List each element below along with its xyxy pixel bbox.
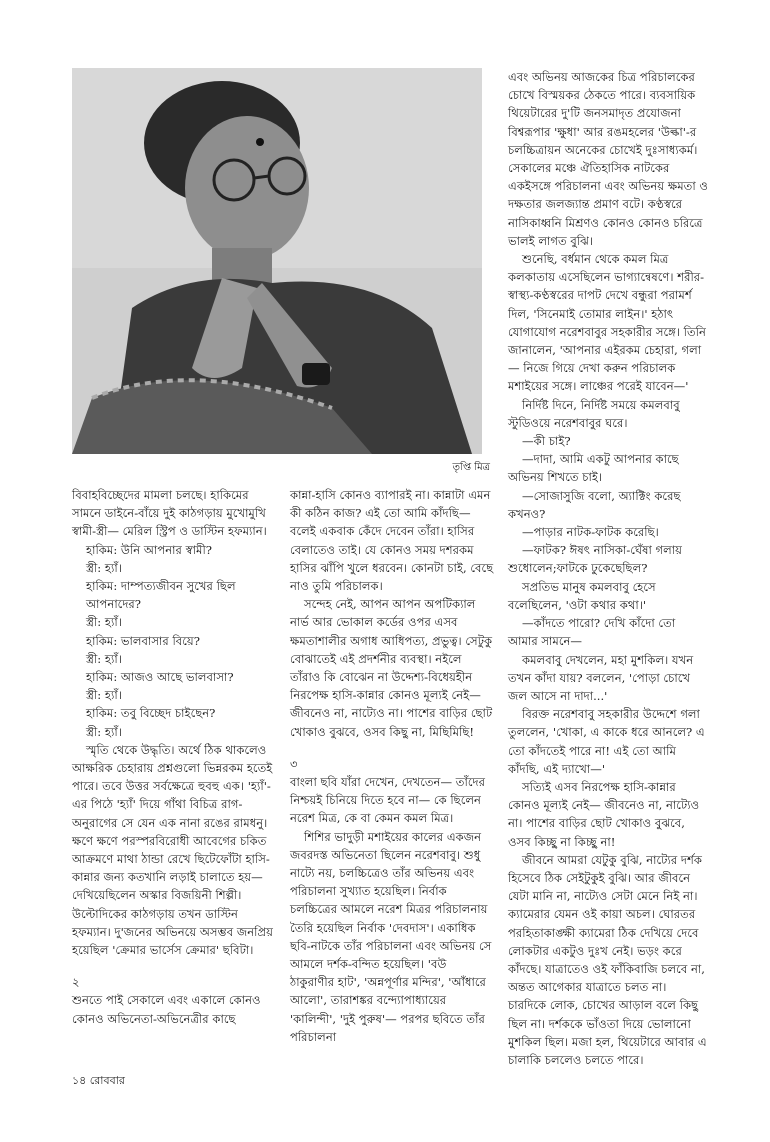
- paragraph: স্মৃতি থেকে উদ্ধৃতি। অর্থে ঠিক থাকলেও আক্ষরিক চেহারায় প্রশ্নগুলো ভিন্নরকম হতেই পারে। তবে উত্তর সর্বক্ষেত্রে হুবহু এক। 'হ্যাঁ'-এর পিঠে 'হ্যাঁ' দিয়ে গাঁথা বিচিত্র রাগ-অনুরাগের সে যেন এক নানা রঙের রামধনু। ক্ষণে ক্ষণে পরস্পরবিরোধী আবেগের চকিত আক্রমণে মাথা ঠান্ডা রেখে ছিটেফোঁটা হাসি-কান্নার জন্য কতখানি লড়াই চালাতে হয়— দেখিয়েছিলেন অস্কার বিজয়িনী শিল্পী। উল্টোদিকের কাঠগড়ায় তখন ডাস্টিন হফম্যান। দু'জনের অভিনয়ে অসম্ভব জনপ্রিয় হয়েছিল 'ক্রেমার ভার্সেস ক্রেমার' ছবিটা।: [72, 742, 273, 958]
- paragraph: শিশির ভাদুড়ী মশাইয়ের কালের একজন জবরদস্ত অভিনেতা ছিলেন নরেশবাবু। শুধু নাট্যে নয়, চলচ্চিত্রেও তাঁর অভিনয় এবং পরিচালনা সুখ্যাত হয়েছিল। নির্বাক চলচ্চিত্রের আমলে নরেশ মিত্রর পরিচালনায় তৈরি হয়েছিল নির্বাক 'দেবদাস'। একাধিক ছবি-নাটকে তাঁর পরিচালনা এবং অভিনয় সে আমলে দর্শক-বন্দিত হয়েছিল। 'বউ ঠাকুরাণীর হাট', 'অন্নপূর্ণার মন্দির', 'আঁধারে আলো', তারাশঙ্কর বন্দ্যোপাধ্যায়ের 'কালিন্দী', 'দুই পুরুষ'— পরপর ছবিতে তাঁর পরিচালনা: [290, 829, 492, 1044]
- dialogue-line: হাকিম: দাম্পত্যজীবন সুখের ছিল আপনাদের?: [86, 579, 236, 612]
- dialogue-line: স্ত্রী: হ্যাঁ।: [86, 560, 122, 575]
- dialogue-line: হাকিম: আজও আছে ভালবাসা?: [86, 670, 234, 685]
- dialogue-line: স্ত্রী: হ্যাঁ।: [86, 615, 122, 630]
- dialogue-line: হাকিম: তবু বিচ্ছেদ চাইছেন?: [86, 706, 216, 721]
- dialogue-line: স্ত্রী: হ্যাঁ।: [86, 688, 122, 703]
- article-column-1: [72, 486, 276, 1028]
- paragraph: জীবনে আমরা যেটুকু বুঝি, নাট্যের দর্শক হিসেবে ঠিক সেইটুকুই বুঝি। আর জীবনে যেটা মানি না, নাট্যেও সেটা মেনে নিই না। ক্যামেরার যেমন ওই কায়া অচল। ঘোরতর পরহিতাকাঙ্ক্ষী ক্যামেরা ঠিক দেখিয়ে দেবে লোকটার একটুও দুঃখ নেই। ভড়ং করে কাঁদছে। যাত্রাতেও ওই ফাঁকিবাজি চলবে না, অন্তত আগেকার যাত্রাতে চলত না। চারদিকে লোক, চোখের আড়াল বলে কিছু ছিল না। দর্শককে ভাঁওতা দিয়ে ভোলানো মুশকিল ছিল। মজা হল, থিয়েটারে আবার এ চালাকি চললেও চলতে পারে।: [508, 852, 707, 1067]
- paragraph: শুনতে পাই সেকালে এবং একালে কোনও কোনও অভিনেতা-অভিনেত্রীর কাছে: [72, 993, 261, 1026]
- dialogue-line: —কাঁদতে পারো? দেখি কাঁদো তো আমার সামনে—: [508, 616, 676, 649]
- paragraph: সন্দেহ নেই, আপন আপন অপটিক্যাল নার্ভ আর ভোকাল কর্ডের ওপর এসব ক্ষমতাশালীর অগাধ আধিপত্য, প্রভুত্ব। সেটুকু বোঝাতেই এই প্রদর্শনীর ব্যবস্থা। নইলে তাঁরাও কি বোঝেন না উদ্দেশ্য-বিধেয়হীন নিরপেক্ষ হাসি-কান্নার কোনও মূল্যই নেই— জীবনেও না, নাট্যেও না। পাশের বাড়ির ছোট খোকাও বুঝবে, ওসব কিছু না, মিছিমিছি!: [290, 597, 493, 739]
- article-column-2: [290, 486, 494, 1046]
- paragraph: কান্না-হাসি কোনও ব্যাপারই না। কান্নাটা এমন কী কঠিন কাজ? এই তো আমি কাঁদছি— বলেই একবাক কেঁদে দেবেন তাঁরা। হাসির বেলাতেও তাই। যে কোনও সময় দশরকম হাসির ঝাঁপি খুলে ধরবেন। কোনটা চাই, বেছে নাও তুমি পরিচালক।: [290, 488, 494, 594]
- portrait-illustration: [72, 68, 482, 454]
- dialogue-line: —সোজাসুজি বলো, অ্যাক্টিং করেছ কখনও?: [508, 488, 681, 521]
- dialogue-line: হাকিম: ভালবাসার বিয়ে?: [86, 633, 200, 648]
- dialogue-line: —পাড়ার নাটক-ফাটক করেছি।: [522, 525, 659, 540]
- paragraph: শুনেছি, বর্ধমান থেকে কমল মিত্র কলকাতায় এসেছিলেন ভাগ্যান্বেষণে। শরীর-স্বাস্থ্য-কণ্ঠস্বরের দাপট দেখে বন্ধুরা পরামর্শ দিল, 'সিনেমাই তোমার লাইন।' হঠাৎ যোগাযোগ নরেশবাবুর সহকারীর সঙ্গে। তিনি জানালেন, 'আপনার এইরকম চেহারা, গলা— নিজে গিয়ে দেখা করুন পরিচালক মশাইয়ের সঙ্গে। লাঞ্চের পরেই যাবেন—': [508, 252, 706, 394]
- section-number: ২: [72, 975, 80, 990]
- page-footer: ১৪ রোববার: [72, 1074, 125, 1087]
- paragraph: সপ্রতিভ মানুষ কমলবাবু হেসে বলেছিলেন, 'ওটা কথার কথা।': [508, 579, 656, 612]
- portrait-photo: [72, 68, 482, 454]
- paragraph: বাংলা ছবি যাঁরা দেখেন, দেখতেন— তাঁদের নিশ্চয়ই চিনিয়ে দিতে হবে না— কে ছিলেন নরেশ মিত্র, কে বা কেমন কমল মিত্র।: [290, 775, 485, 826]
- paragraph: বিরক্ত নরেশবাবু সহকারীর উদ্দেশে গলা তুললেন, 'খোকা, এ কাকে ধরে আনলে? এ তো কাঁদতেই পারে না! এই তো আমি কাঁদছি, এই দ্যাখো—': [508, 707, 705, 776]
- paragraph: সত্যিই এসব নিরপেক্ষ হাসি-কান্নার কোনও মূল্যই নেই— জীবনেও না, নাট্যেও না। পাশের বাড়ির ছোট খোকাও বুঝবে, ওসব কিচ্ছু না কিচ্ছু না!: [508, 779, 700, 849]
- dialogue-line: —ফাটক? ঈষৎ নাসিকা-ঘেঁষা গলায় শুধোলেন;ফাটকে ঢুকেছেছিল?: [508, 543, 682, 576]
- section-number: ৩: [290, 756, 298, 771]
- photo-caption: তৃপ্তি মিত্র: [452, 462, 490, 473]
- dialogue-line: —দাদা, আমি একটু আপনার কাছে অভিনয় শিখতে চাই।: [508, 452, 679, 485]
- dialogue-line: স্ত্রী: হ্যাঁ।: [86, 651, 122, 666]
- article-column-3: [508, 68, 708, 1069]
- paragraph: এবং অভিনয় আজকের চিত্র পরিচালকের চোখে বিস্ময়কর ঠেকতে পারে। ব্যবসায়িক থিয়েটারের দু'টি জনসমাদৃত প্রযোজনা বিশ্বরূপার 'ক্ষুধা' আর রঙমহলের 'উল্কা'-র চলচ্চিত্রায়ন অনেকের চোখেই দুঃসাধ্যকর্ম। সেকালের মঞ্চে ঐতিহাসিক নাটকের একইসঙ্গে পরিচালনা এবং অভিনয় ক্ষমতা ও দক্ষতার জলজ্যান্ত প্রমাণ বটে। কণ্ঠস্বরে নাসিকাধ্বনি মিশ্রণও কোনও কোনও চরিত্রে ভালই লাগত বুঝি।: [508, 70, 708, 248]
- paragraph: বিবাহবিচ্ছেদের মামলা চলছে। হাকিমের সামনে ডাইনে-বাঁয়ে দুই কাঠগড়ায় মুখোমুখি স্বামী-স্ত্রী— মেরিল স্ট্রিপ ও ডাস্টিন হফম্যান।: [72, 488, 267, 539]
- dialogue-line: হাকিম: উনি আপনার স্বামী?: [86, 542, 212, 557]
- dialogue-line: স্ত্রী: হ্যাঁ।: [86, 724, 122, 739]
- paragraph: নির্দিষ্ট দিনে, নির্দিষ্ট সময়ে কমলবাবু স্টুডিওয়ে নরেশবাবুর ঘরে।: [508, 397, 680, 430]
- paragraph: কমলবাবু দেখলেন, মহা মুশকিল। যখন তখন কাঁদা যায়? বললেন, 'পোড়া চোখে জল আসে না দাদা...': [508, 652, 694, 703]
- dialogue-line: —কী চাই?: [522, 434, 571, 449]
